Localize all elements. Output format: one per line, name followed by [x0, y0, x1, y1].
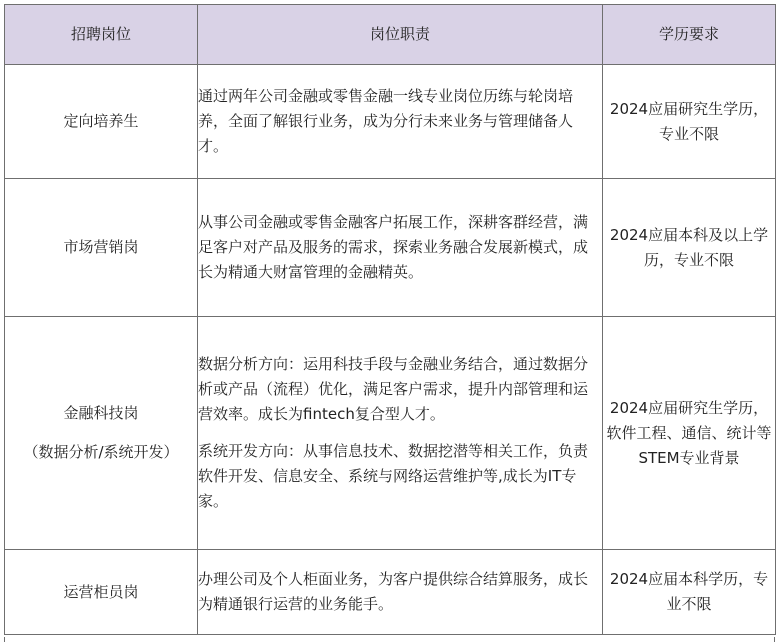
header-duties: 岗位职责 [198, 5, 603, 65]
table-continuation-edge [4, 637, 775, 642]
duties-cell [198, 179, 603, 317]
duty-text-system-dev: 系统开发方向：从事信息技术、数据挖潜等相关工作，负责软件开发、信息安全、系统与网络运营维护等,成长为IT专家。 [198, 442, 589, 510]
table-row [5, 179, 776, 317]
duty-text: 从事公司金融或零售金融客户拓展工作，深耕客群经营，满足客户对产品及服务的需求，探索业务融合发展新模式，成长为精通大财富管理的金融精英。 [198, 213, 589, 281]
position-name: 运营柜员岗 [63, 582, 139, 601]
position-cell [5, 550, 198, 635]
education-cell: 2024应届研究生学历，专业不限 [603, 65, 776, 179]
duty-text-data-analysis: 数据分析方向：运用科技手段与金融业务结合，通过数据分析或产品（流程）优化，满足客户需求，提升内部管理和运营效率。成长为fintech复合型人才。 [198, 355, 589, 423]
position-name: 定向培养生 [63, 112, 139, 130]
recruitment-table [4, 4, 776, 635]
position-cell [5, 65, 198, 179]
position-subtitle: （数据分析/系统开发） [23, 443, 179, 461]
education-cell: 2024应届本科学历，专业不限 [603, 550, 776, 635]
position-name: 金融科技岗 [63, 404, 139, 422]
education-cell: 2024应届研究生学历，软件工程、通信、统计等STEM专业背景 [603, 317, 776, 550]
duty-text: 通过两年公司金融或零售金融一线专业岗位历练与轮岗培养，全面了解银行业务，成为分行未来业务与管理储备人才。 [198, 87, 574, 155]
position-name: 市场营销岗 [63, 238, 139, 256]
education-cell: 2024应届本科及以上学历，专业不限 [603, 179, 776, 317]
header-row [5, 5, 776, 65]
duties-cell [198, 317, 603, 550]
position-cell [5, 179, 198, 317]
duties-cell [198, 65, 603, 179]
duty-text: 办理公司及个人柜面业务，为客户提供综合结算服务，成长为精通银行运营的业务能手。 [198, 570, 589, 613]
header-education: 学历要求 [603, 5, 776, 65]
table-row [5, 317, 776, 550]
table-row [5, 65, 776, 179]
header-position: 招聘岗位 [5, 5, 198, 65]
duties-cell [198, 550, 603, 635]
position-cell [5, 317, 198, 550]
table-row [5, 550, 776, 635]
